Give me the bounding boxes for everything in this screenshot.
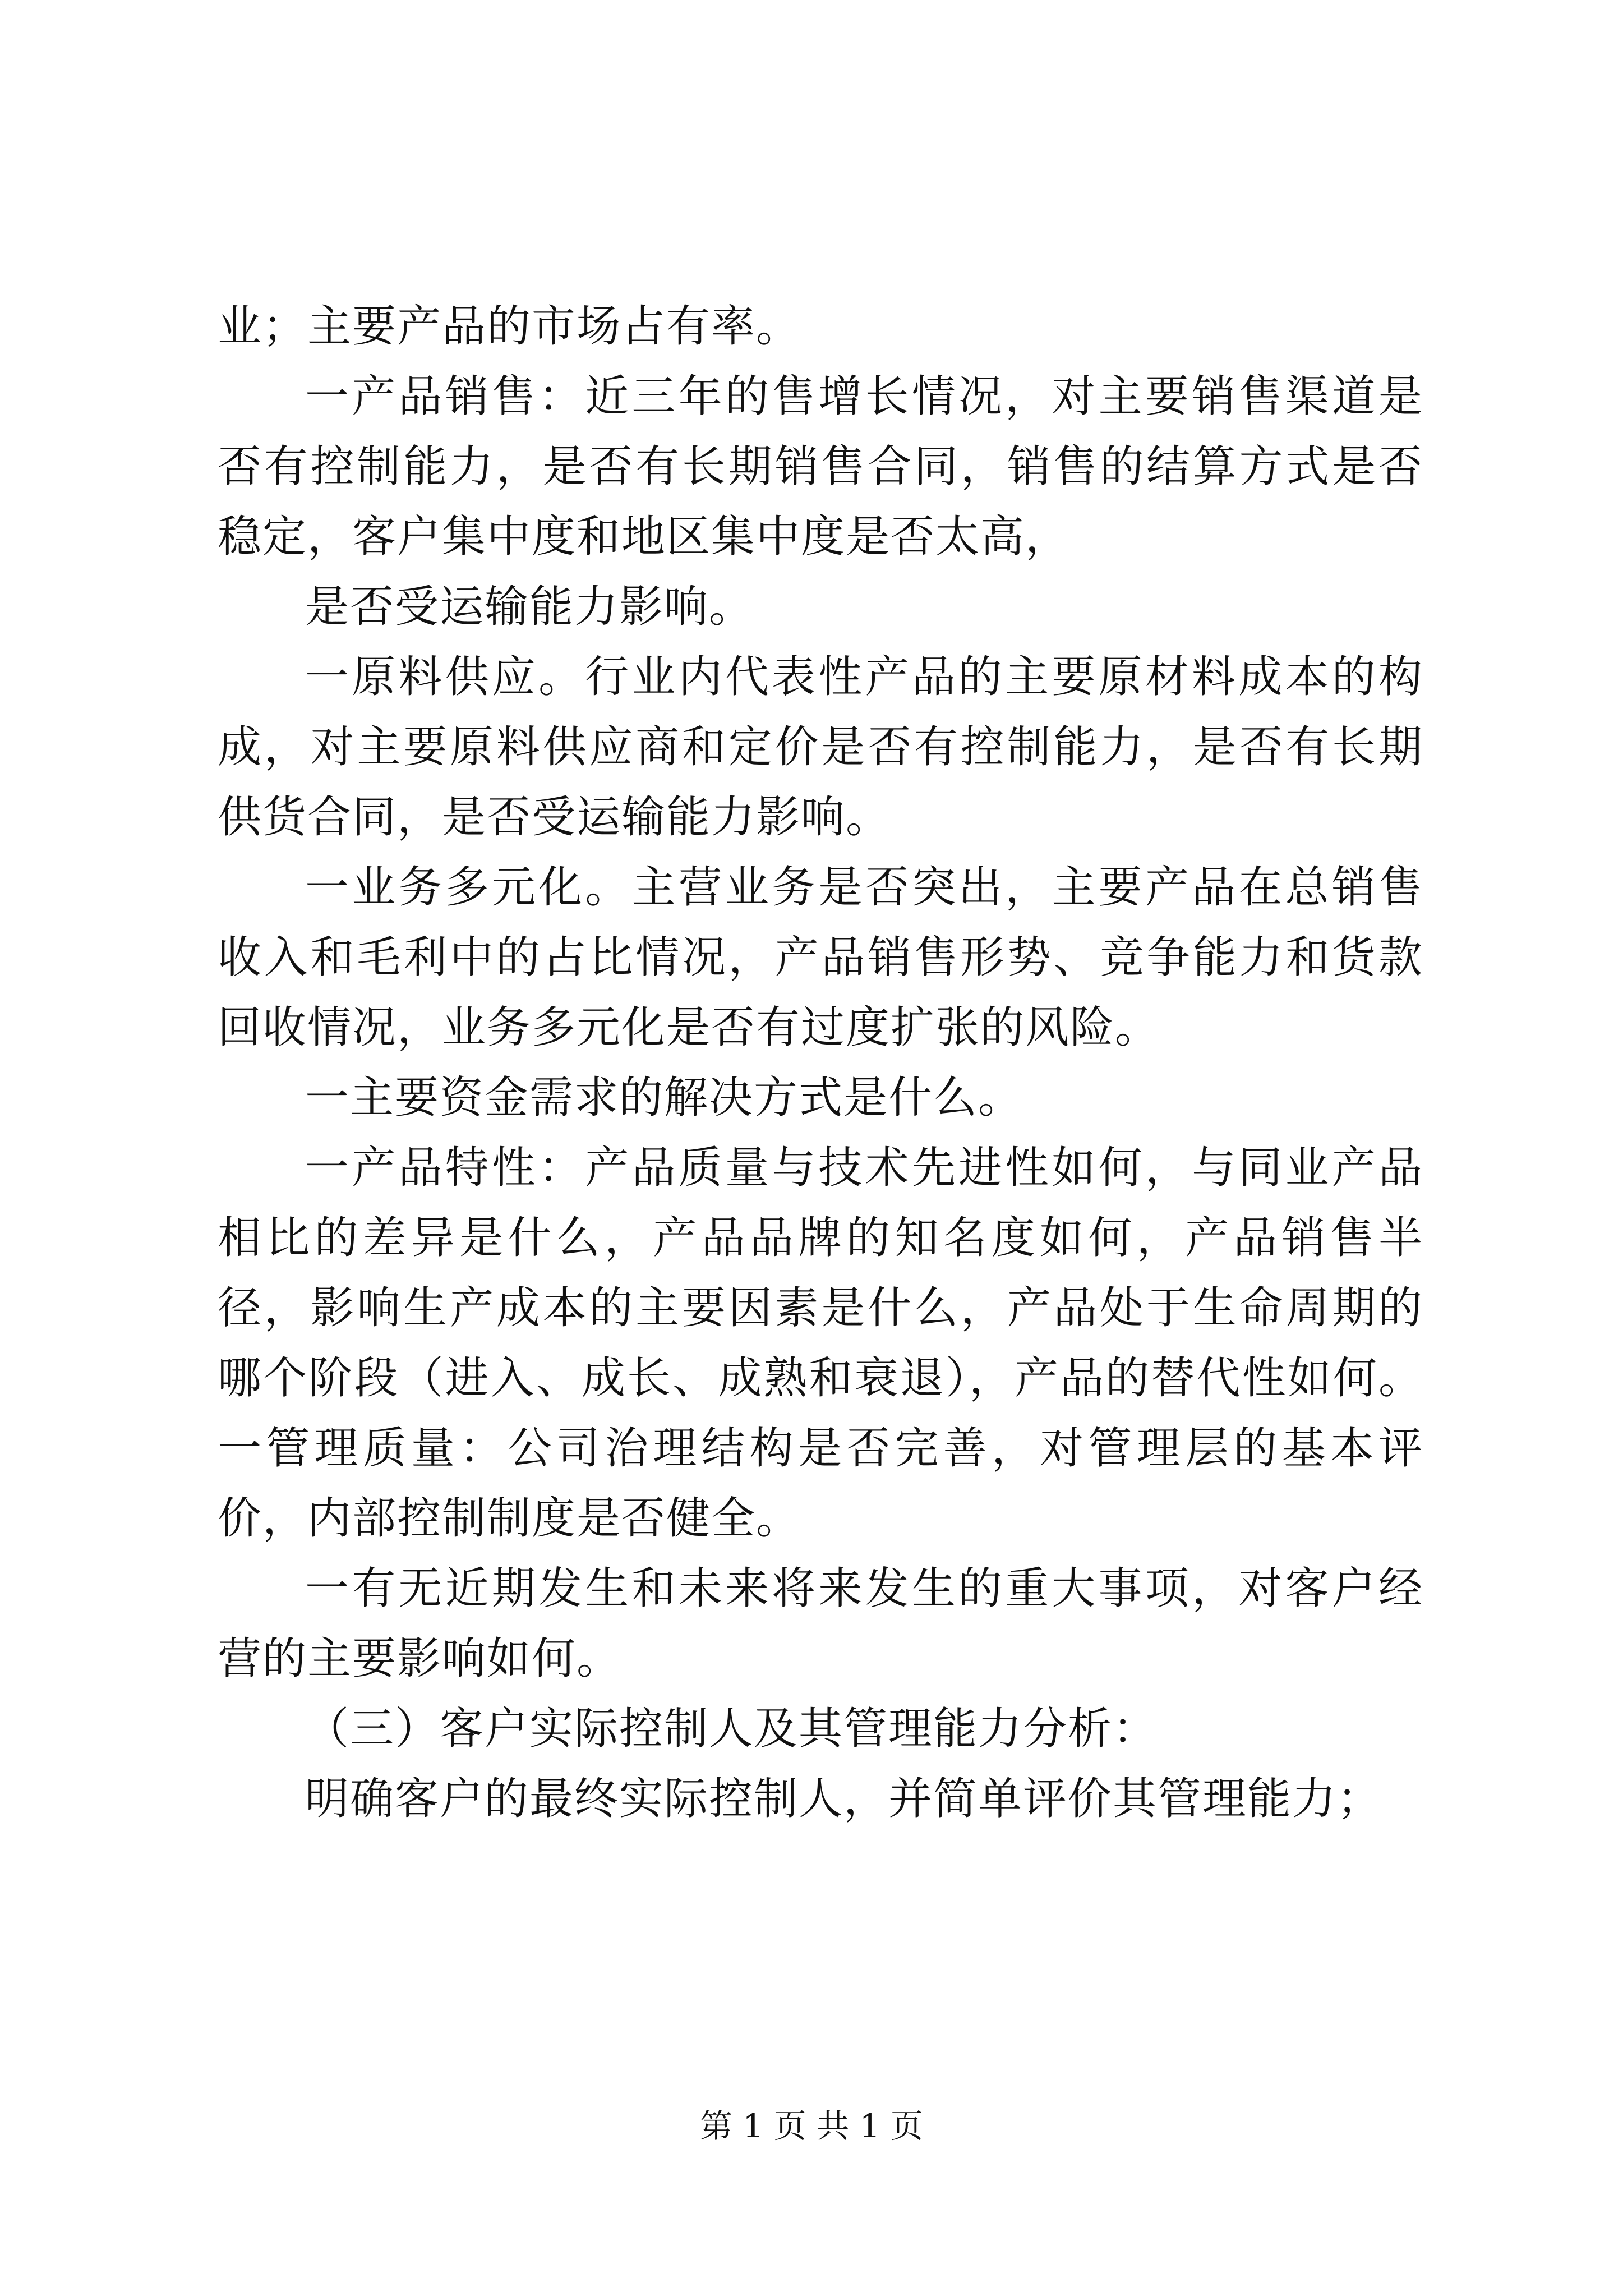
page-footer: 第 1 页 共 1 页 xyxy=(700,2107,923,2145)
paragraph: 是否受运输能力影响。 xyxy=(305,582,754,632)
paragraph: 一业务多元化。主营业务是否突出，主要产品在总销售收入和毛利中的占比情况，产品销售形势、竞争能力和货款回收情况，业务多元化是否有过度扩张的风险。 xyxy=(218,862,1423,1053)
paragraph: 明确客户的最终实际控制人，并简单评价其管理能力； xyxy=(305,1774,1382,1824)
document-body xyxy=(218,292,1423,1834)
paragraph: 一产品销售：近三年的售增长情况，对主要销售渠道是否有控制能力，是否有长期销售合同，销售的结算方式是否稳定，客户集中度和地区集中度是否太高， xyxy=(218,371,1423,562)
paragraph: 一原料供应。行业内代表性产品的主要原材料成本的构成，对主要原料供应商和定价是否有控制能力，是否有长期供货合同，是否受运输能力影响。 xyxy=(218,652,1423,843)
paragraph: 一产品特性：产品质量与技术先进性如何，与同业产品相比的差异是什么，产品品牌的知名度如何，产品销售半径，影响生产成本的主要因素是什么，产品处于生命周期的哪个阶段（进入、成长、成熟和衰退），产品的替代性如何。一管理质量：公司治理结构是否完善，对管理层的基本评价，内部控制制度是否健全。 xyxy=(218,1143,1423,1544)
paragraph: 一有无近期发生和未来将来发生的重大事项，对客户经营的主要影响如何。 xyxy=(218,1563,1423,1684)
section-heading: （三）客户实际控制人及其管理能力分析： xyxy=(305,1704,1158,1754)
paragraph: 业；主要产品的市场占有率。 xyxy=(218,301,801,352)
paragraph: 一主要资金需求的解决方式是什么。 xyxy=(305,1073,1023,1123)
